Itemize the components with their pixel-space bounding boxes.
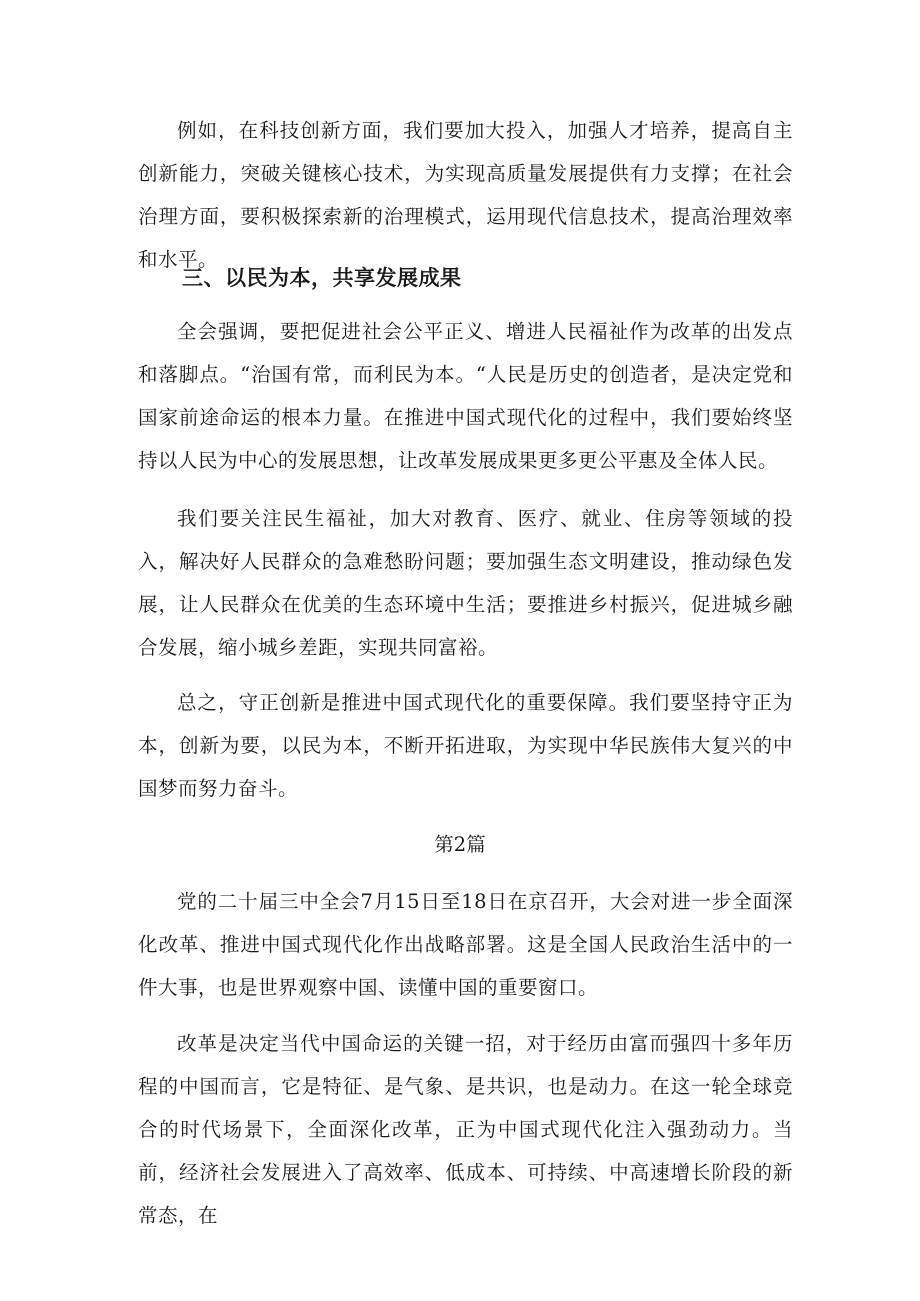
- paragraph-people-centered: 全会强调，要把促进社会公平正义、增进人民福祉作为改革的出发点和落脚点。“治国有常，而利民为本。“人民是历史的创造者，是决定党和国家前途命运的根本力量。在推进中国式现代化的过程中，我们要始终坚持以人民为中心的发展思想，让改革发展成果更多更公平惠及全体人民。: [138, 320, 793, 472]
- paragraph-tech-innovation: 例如，在科技创新方面，我们要加大投入，加强人才培养，提高自主创新能力，突破关键核心技术，为实现高质量发展提供有力支撑；在社会治理方面，要积极探索新的治理模式，运用现代信息技术，提高治理效率和水平。: [138, 119, 793, 271]
- piece-title: 第2篇: [434, 833, 486, 856]
- paragraph-plenary-session: 党的二十届三中全会7月15日至18日在京召开，大会对进一步全面深化改革、推进中国式现代化作出战略部署。这是全国人民政治生活中的一件大事，也是世界观察中国、读懂中国的重要窗口。: [138, 890, 793, 999]
- section-heading: 三、以民为本，共享发展成果: [182, 266, 462, 290]
- paragraph-reform: 改革是决定当代中国命运的关键一招，对于经历由富而强四十多年历程的中国而言，它是特征、是气象、是共识，也是动力。在这一轮全球竞合的时代场景下，全面深化改革，正为中国式现代化注入强劲动力。当前，经济社会发展进入了高效率、低成本、可持续、中高速增长阶段的新常态，在: [138, 1032, 793, 1227]
- paragraph-conclusion: 总之，守正创新是推进中国式现代化的重要保障。我们要坚持守正为本，创新为要，以民为本，不断开拓进取，为实现中华民族伟大复兴的中国梦而努力奋斗。: [138, 691, 793, 800]
- paragraph-livelihood: 我们要关注民生福祉，加大对教育、医疗、就业、住房等领域的投入，解决好人民群众的急难愁盼问题；要加强生态文明建设，推动绿色发展，让人民群众在优美的生态环境中生活；要推进乡村振兴，促进城乡融合发展，缩小城乡差距，实现共同富裕。: [138, 507, 793, 659]
